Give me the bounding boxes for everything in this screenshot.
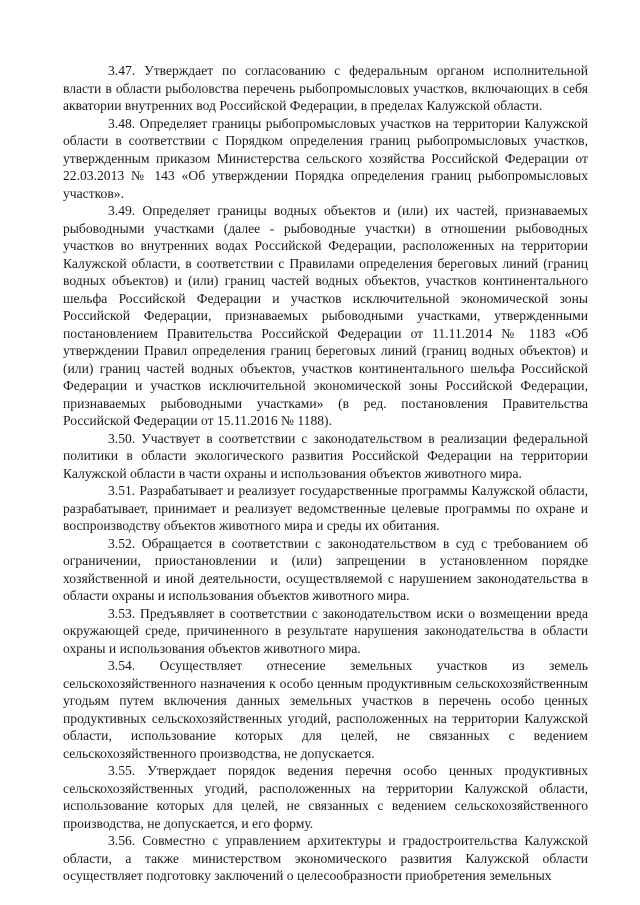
paragraph-3-56: 3.56. Совместно с управлением архитектуры и градостроительства Калужской области, а также министерством экономического развития Калужской области осуществляет подготовку заключений о целесообразности приобретения земельных — [63, 833, 588, 883]
paragraph-3-53: 3.53. Предъявляет в соответствии с законодательством иски о возмещении вреда окружающей среде, причиненного в результате нарушения законодательства в области охраны и использования объектов животного мира. — [63, 605, 588, 656]
paragraph-3-48: 3.48. Определяет границы рыбопромысловых участков на территории Калужской области в соответствии с Порядком определения границ рыбопромысловых участков, утвержденным приказом Министерства сельского хозяйства Российской Федерации от 22.03.2013 № 143 «Об утверждении Порядка определения границ рыбопромысловых участков». — [63, 115, 588, 201]
document-body — [63, 62, 588, 885]
paragraph-3-50: 3.50. Участвует в соответствии с законодательством в реализации федеральной политики в области экологического развития Российской Федерации на территории Калужской области в части охраны и использования объектов животного мира. — [63, 430, 588, 481]
paragraph-3-52: 3.52. Обращается в соответствии с законодательством в суд с требованием об ограничении, приостановлении и (или) запрещении в установленном порядке хозяйственной и иной деятельности, осуществляемой с нарушением законодательства в области охраны и использования объектов животного мира. — [63, 535, 588, 603]
paragraph-3-54: 3.54. Осуществляет отнесение земельных участков из земель сельскохозяйственного назначения к особо ценным продуктивным сельскохозяйственным угодьям путем включения данных земельных участков в перечень особо ценных продуктивных сельскохозяйственных угодий, расположенных на территории Калужской области, использование которых для целей, не связанных с ведением сельскохозяйственного производства, не допускается. — [63, 658, 588, 761]
paragraph-3-55: 3.55. Утверждает порядок ведения перечня особо ценных продуктивных сельскохозяйственных угодий, расположенных на территории Калужской области, использование которых для целей, не связанных с ведением сельскохозяйственного производства, не допускается, и его форму. — [63, 763, 588, 831]
paragraph-3-51: 3.51. Разрабатывает и реализует государственные программы Калужской области, разрабатывает, принимает и реализует ведомственные целевые программы по охране и воспроизводству объектов животного мира и среды их обитания. — [63, 483, 588, 533]
paragraph-3-49: 3.49. Определяет границы водных объектов и (или) их частей, признаваемых рыбоводными участками (далее - рыбоводные участки) в отношении рыбоводных участков во внутренних водах Российской Федерации, расположенных на территории Калужской области, в соответствии с Правилами определения береговых линий (границ водных объектов) и (или) границ частей водных объектов, участков континентального шельфа Российской Федерации и участков исключительной экономической зоны Российской Федерации, признаваемых рыбоводными участками, утвержденными постановлением Правительства Российской Федерации от 11.11.2014 № 1183 «Об утверждении Правил определения границ береговых линий (границ водных объектов) и (или) границ частей водных объектов, участков континентального шельфа Российской Федерации и участков исключительной экономической зоны Российской Федерации, признаваемых рыбоводными участками» (в ред. постановления Правительства Российской Федерации от 15.11.2016 № 1188). — [63, 203, 588, 428]
paragraph-3-47: 3.47. Утверждает по согласованию с федеральным органом исполнительной власти в области рыболовства перечень рыбопромысловых участков, включающих в себя акватории внутренних вод Российской Федерации, в пределах Калужской области. — [63, 63, 588, 113]
